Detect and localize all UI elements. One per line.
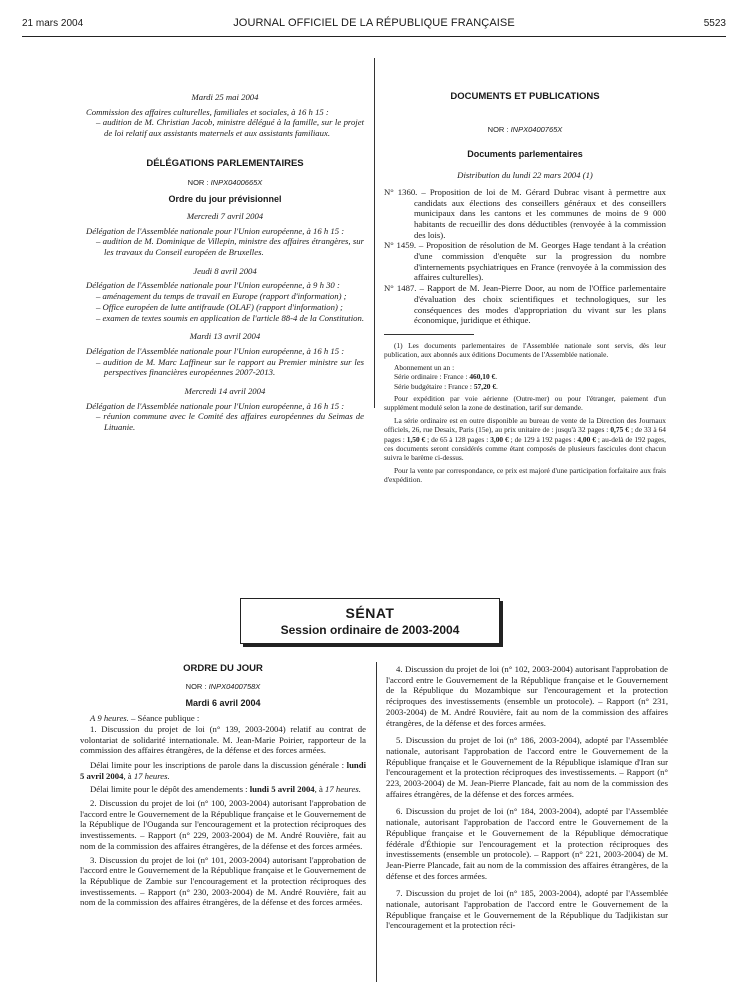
right-bottom-column xyxy=(386,664,668,931)
document-item: N° 1459. – Proposition de résolution de M. Georges Hage tendant à la création d'une commission d'enquête sur la progression du nombre d'internements psychiatriques en France (renvoyée à la commission des affaires culturelles). xyxy=(384,240,667,283)
delegation-line: Délégation de l'Assemblée nationale pour l'Union européenne, à 16 h 15 : xyxy=(86,225,345,236)
abonnement-label: Abonnement un an : xyxy=(394,362,455,372)
agenda-item: 3. Discussion du projet de loi (n° 101, 2003-2004) autorisant l'approbation de l'accord entre le Gouvernement de la République française et le Gouvernement de la République de Zambie sur l'encouragement et la protection réciproques des investissements. – Rapport (n° 230, 2003-2004) de M. André Rouvière, fait au nom de la commission des affaires étrangères, de la défense et des forces armées. xyxy=(80,854,366,908)
left-top-column xyxy=(86,92,364,433)
section-title: ORDRE DU JOUR xyxy=(183,663,263,674)
header-journal-title: JOURNAL OFFICIEL DE LA RÉPUBLIQUE FRANÇAISE xyxy=(233,17,515,29)
day-heading: Mardi 25 mai 2004 xyxy=(191,92,259,102)
price-line: Série ordinaire : France : 460,10 €. xyxy=(394,372,498,382)
agenda-item: 7. Discussion du projet de loi (n° 185, 2003-2004), adopté par l'Assemblée nationale, autorisant l'approbation de l'accord entre le Gouvernement de la République française et le Gouvernement de la République du Tadjikistan sur l'encouragement et la protection réci- xyxy=(386,888,668,931)
agenda-item: 5. Discussion du projet de loi (n° 186, 2003-2004), adopté par l'Assemblée nationale, autorisant l'approbation de l'accord entre le Gouvernement de la République française et le Gouvernement de la République islamique d'Iran sur l'encouragement et la protection réciproques des investissements. – Rapport (n° 223, 2003-2004) de M. Jean-Pierre Plancade, fait au nom de la commission des affaires étrangères, de la défense et des forces armées. xyxy=(386,735,668,799)
day-heading: Mardi 13 avril 2004 xyxy=(189,331,261,342)
commission-line: Commission des affaires culturelles, familiales et sociales, à 16 h 15 : xyxy=(86,106,329,117)
left-bottom-column xyxy=(80,664,366,908)
section-title: DOCUMENTS ET PUBLICATIONS xyxy=(450,91,600,102)
agenda-item: 6. Discussion du projet de loi (n° 184, 2003-2004), adopté par l'Assemblée nationale, autorisant l'approbation de l'accord entre le Gouvernement de la République française et le Gouvernement de la République démocratique fédérale d'Éthiopie sur l'encouragement et la protection réciproques des investissements (ensemble un protocole). – Rapport (n° 221, 2003-2004) de M. Jean-Pierre Plancade, fait au nom de la commission des affaires étrangères, de la défense et des forces armées. xyxy=(386,806,668,881)
agenda-item: 2. Discussion du projet de loi (n° 100, 2003-2004) autorisant l'approbation de l'accord entre le Gouvernement de la République française et le Gouvernement de la République de l'Ouganda sur l'encouragement et la protection réciproques des investissements. – Rapport (n° 229, 2003-2004) de M. André Rouvière, fait au nom de la commission des affaires étrangères, de la défense et des forces armées. xyxy=(80,798,366,851)
agenda-item: – audition de M. Christian Jacob, ministre délégué à la famille, sur le projet de loi relatif aux assistants maternels et aux assistants familiaux. xyxy=(96,117,364,139)
nor-reference: NOR : INPX0400765X xyxy=(487,124,563,134)
footnote-block xyxy=(384,341,666,485)
section-subtitle: Ordre du jour prévisionnel xyxy=(168,194,282,205)
nor-reference: NOR : INPX0400758X xyxy=(185,681,261,691)
footnote-rule xyxy=(384,334,474,335)
distribution-line: Distribution du lundi 22 mars 2004 (1) xyxy=(457,170,593,181)
senat-subtitle: Session ordinaire de 2003-2004 xyxy=(280,623,460,637)
correspondance-text: Pour la vente par correspondance, ce prix est majoré d'une participation forfaitaire aux frais d'expédition. xyxy=(384,465,666,485)
header-page-number: 5523 xyxy=(703,18,726,29)
day-heading: Mercredi 14 avril 2004 xyxy=(184,386,266,397)
section-title: DÉLÉGATIONS PARLEMENTAIRES xyxy=(146,157,304,169)
day-heading: Mardi 6 avril 2004 xyxy=(185,698,261,709)
document-item: N° 1487. – Rapport de M. Jean-Pierre Door, au nom de l'Office parlementaire d'évaluation des choix scientifiques et technologiques, sur les conséquences des modes d'appropriation du vivant sur les plans économique, juridique et éthique. xyxy=(384,283,667,326)
price-line: Série budgétaire : France : 57,20 €. xyxy=(394,381,498,391)
day-heading: Jeudi 8 avril 2004 xyxy=(193,265,257,276)
header-rule xyxy=(22,36,726,37)
section-subtitle: Documents parlementaires xyxy=(467,149,583,160)
senat-title-box xyxy=(240,598,500,644)
page-header xyxy=(22,14,726,34)
delegation-line: Délégation de l'Assemblée nationale pour l'Union européenne, à 9 h 30 : xyxy=(86,280,340,291)
agenda-item: – Office européen de lutte antifraude (OLAF) (rapport d'information) ; xyxy=(96,301,343,312)
right-top-column xyxy=(384,92,666,485)
delegation-line: Délégation de l'Assemblée nationale pour l'Union européenne, à 16 h 15 : xyxy=(86,345,345,356)
vente-text: La série ordinaire est en outre disponible au bureau de vente de la Direction des Journaux officiels, 26, rue Desaix, Paris (15e), au prix unitaire de : jusqu'à 32 pages : 0,75 € ; de 33 à 64 pages : 1,50 € ; de 65 à 128 pages : 3,00 € ; de 129 à 192 pages : 4,00 € ; au-delà de 192 pages, ces documents seront considérés comme étant composés de plusieurs fascicules dont chacun suivra le barème ci-dessus. xyxy=(384,415,666,463)
delay-line: Délai limite pour le dépôt des amendements : lundi 5 avril 2004, à 17 heures. xyxy=(90,784,361,795)
agenda-item: – examen de textes soumis en application de l'article 88-4 de la Constitution. xyxy=(96,312,364,323)
seance-line: A 9 heures. – Séance publique : xyxy=(90,713,200,724)
column-divider-top xyxy=(374,58,375,408)
senat-title: SÉNAT xyxy=(345,605,395,621)
agenda-item: – audition de M. Dominique de Villepin, ministre des affaires étrangères, sur les travaux du Conseil européen de Bruxelles. xyxy=(96,236,364,258)
agenda-item: 4. Discussion du projet de loi (n° 102, 2003-2004) autorisant l'approbation de l'accord entre le Gouvernement de la République française et le Gouvernement de la République du Mozambique sur l'encouragement et la protection réciproques des investissements (ensemble un protocole). – Rapport (n° 231, 2003-2004) de M. André Rouvière, fait au nom de la commission des affaires étrangères, de la défense et des forces armées. xyxy=(386,664,668,728)
document-item: N° 1360. – Proposition de loi de M. Gérard Dubrac visant à permettre aux candidats aux élections des conseillers généraux et des conseillers municipaux dans les cantons et les communes de moins de 9 000 habitants de recueillir des dons déductibles (renvoyée à la commission des lois). xyxy=(384,186,667,240)
column-divider-bottom xyxy=(376,662,377,982)
agenda-item: – réunion commune avec le Comité des affaires européennes du Seimas de Lituanie. xyxy=(96,411,364,433)
footnote-text: (1) Les documents parlementaires de l'Assemblée nationale sont servis, dès leur publication, aux abonnés aux éditions Documents de l'Assemblée nationale. xyxy=(384,340,666,360)
delegation-line: Délégation de l'Assemblée nationale pour l'Union européenne, à 16 h 15 : xyxy=(86,400,345,411)
header-date: 21 mars 2004 xyxy=(22,18,84,29)
agenda-item: – aménagement du temps de travail en Europe (rapport d'information) ; xyxy=(96,291,347,302)
agenda-item: 1. Discussion du projet de loi (n° 139, 2003-2004) relatif au contrat de volontariat de solidarité internationale. M. Jean-Marie Poirier, rapporteur de la commission des affaires étrangères, de la défense et des forces armées. xyxy=(80,723,366,756)
agenda-item: – audition de M. Marc Laffineur sur le rapport au Premier ministre sur les perspectives financières européennes 2007-2013. xyxy=(96,356,364,378)
expedition-text: Pour expédition par voie aérienne (Outre-mer) ou pour l'étranger, paiement d'un supplément modulé selon la zone de destination, tarif sur demande. xyxy=(384,393,666,413)
delay-line: Délai limite pour les inscriptions de parole dans la discussion générale : lundi 5 avril 2004, à 17 heures. xyxy=(80,759,366,781)
day-heading: Mercredi 7 avril 2004 xyxy=(186,210,264,221)
nor-reference: NOR : INPX0400665X xyxy=(187,177,263,187)
